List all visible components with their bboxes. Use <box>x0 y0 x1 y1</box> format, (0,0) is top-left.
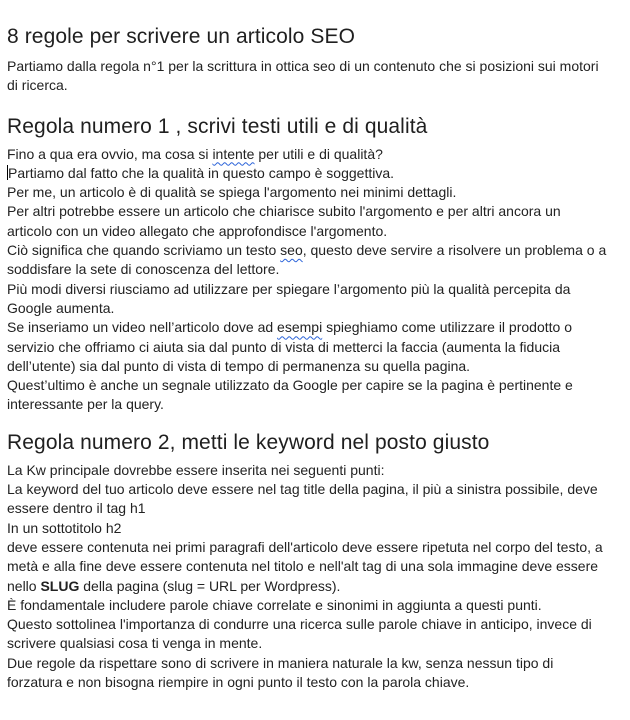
bold-text: SLUG <box>40 577 80 594</box>
paragraph: Due regole da rispettare sono di scrivere in maniera naturale la kw, senza nessun tipo di forzatura e non bisogna riempire in ogni punto il testo con la parola chiave. <box>7 654 554 691</box>
section-heading-rule-1: Regola numero 1 , scrivi testi utili e di qualità <box>7 114 428 138</box>
text-run: della pagina (slug = URL per Wordpress). <box>79 577 341 594</box>
paragraph: Per altri potrebbe essere un articolo che chiarisce subito l'argomento e per altri ancora un articolo con un video allegato che approfondisce l'argomento. <box>7 203 561 239</box>
paragraph: Più modi diversi riusciamo ad utilizzare per spiegare l’argomento più la qualità percepita da Google aumenta. <box>7 280 571 316</box>
paragraph: In un sottotitolo h2 <box>7 519 122 536</box>
paragraph: La Kw principale dovrebbe essere inserita nei seguenti punti: <box>7 461 385 478</box>
text-run: Ciò significa che quando scriviamo un testo <box>7 242 281 259</box>
paragraph: È fondamentale includere parole chiave correlate e sinonimi in aggiunta a questi punti. <box>7 596 542 613</box>
text-run: Se inseriamo un video nell’articolo dove ad <box>7 319 278 336</box>
paragraph <box>7 164 607 183</box>
paragraph: La keyword del tuo articolo deve essere nel tag title della pagina, il più a sinistra possibile, deve essere dentro il tag h1 <box>7 481 598 517</box>
text-run: Partiamo dal fatto che la qualità in questo campo è soggettiva. <box>8 164 395 181</box>
section-heading-rule-2: Regola numero 2, metti le keyword nel posto giusto <box>7 430 490 454</box>
text-run: Fino a qua era ovvio, ma cosa si <box>7 145 213 162</box>
text-run: per utili e di qualità? <box>254 145 383 162</box>
text-run: , questo deve servire a risolvere un problema o a soddisfare la sete di conoscenza del lettore. <box>7 242 607 278</box>
document-body[interactable] <box>7 0 607 692</box>
text-run: spieghiamo come utilizzare il prodotto o servizio che offriamo ci aiuta sia dal punto di vista di metterci la faccia (aumenta la fiducia dell’utente) sia dal punto di vista di tempo di permanenza su quella pagina. <box>7 319 572 374</box>
spellcheck-flagged-word[interactable]: seo <box>280 242 303 259</box>
page-title: 8 regole per scrivere un articolo SEO <box>7 25 356 48</box>
spellcheck-flagged-word[interactable]: intente <box>212 145 255 162</box>
text-run: deve essere contenuta nei primi paragrafi dell'articolo deve essere ripetuta nel corpo del testo, a metà e alla fine deve essere contenuta nel titolo e nell'alt tag di una sola immagine deve essere nello <box>7 538 603 594</box>
paragraph <box>7 318 607 376</box>
spellcheck-flagged-word[interactable]: esempi <box>277 319 323 336</box>
section-rule-1-body <box>7 145 607 415</box>
intro-paragraph: Partiamo dalla regola n°1 per la scrittura in ottica seo di un contenuto che si posizioni sui motori di ricerca. <box>7 58 599 94</box>
paragraph <box>7 145 607 164</box>
paragraph: Questo sottolinea l'importanza di condurre una ricerca sulle parole chiave in anticipo, invece di scrivere qualsiasi cosa ti venga in mente. <box>7 616 592 652</box>
section-rule-2-body <box>7 461 607 693</box>
paragraph <box>7 538 607 596</box>
paragraph: Per me, un articolo è di qualità se spiega l'argomento nei minimi dettagli. <box>7 184 457 201</box>
paragraph: Quest’ultimo è anche un segnale utilizzato da Google per capire se la pagina è pertinente e interessante per la query. <box>7 377 573 413</box>
paragraph <box>7 241 607 280</box>
